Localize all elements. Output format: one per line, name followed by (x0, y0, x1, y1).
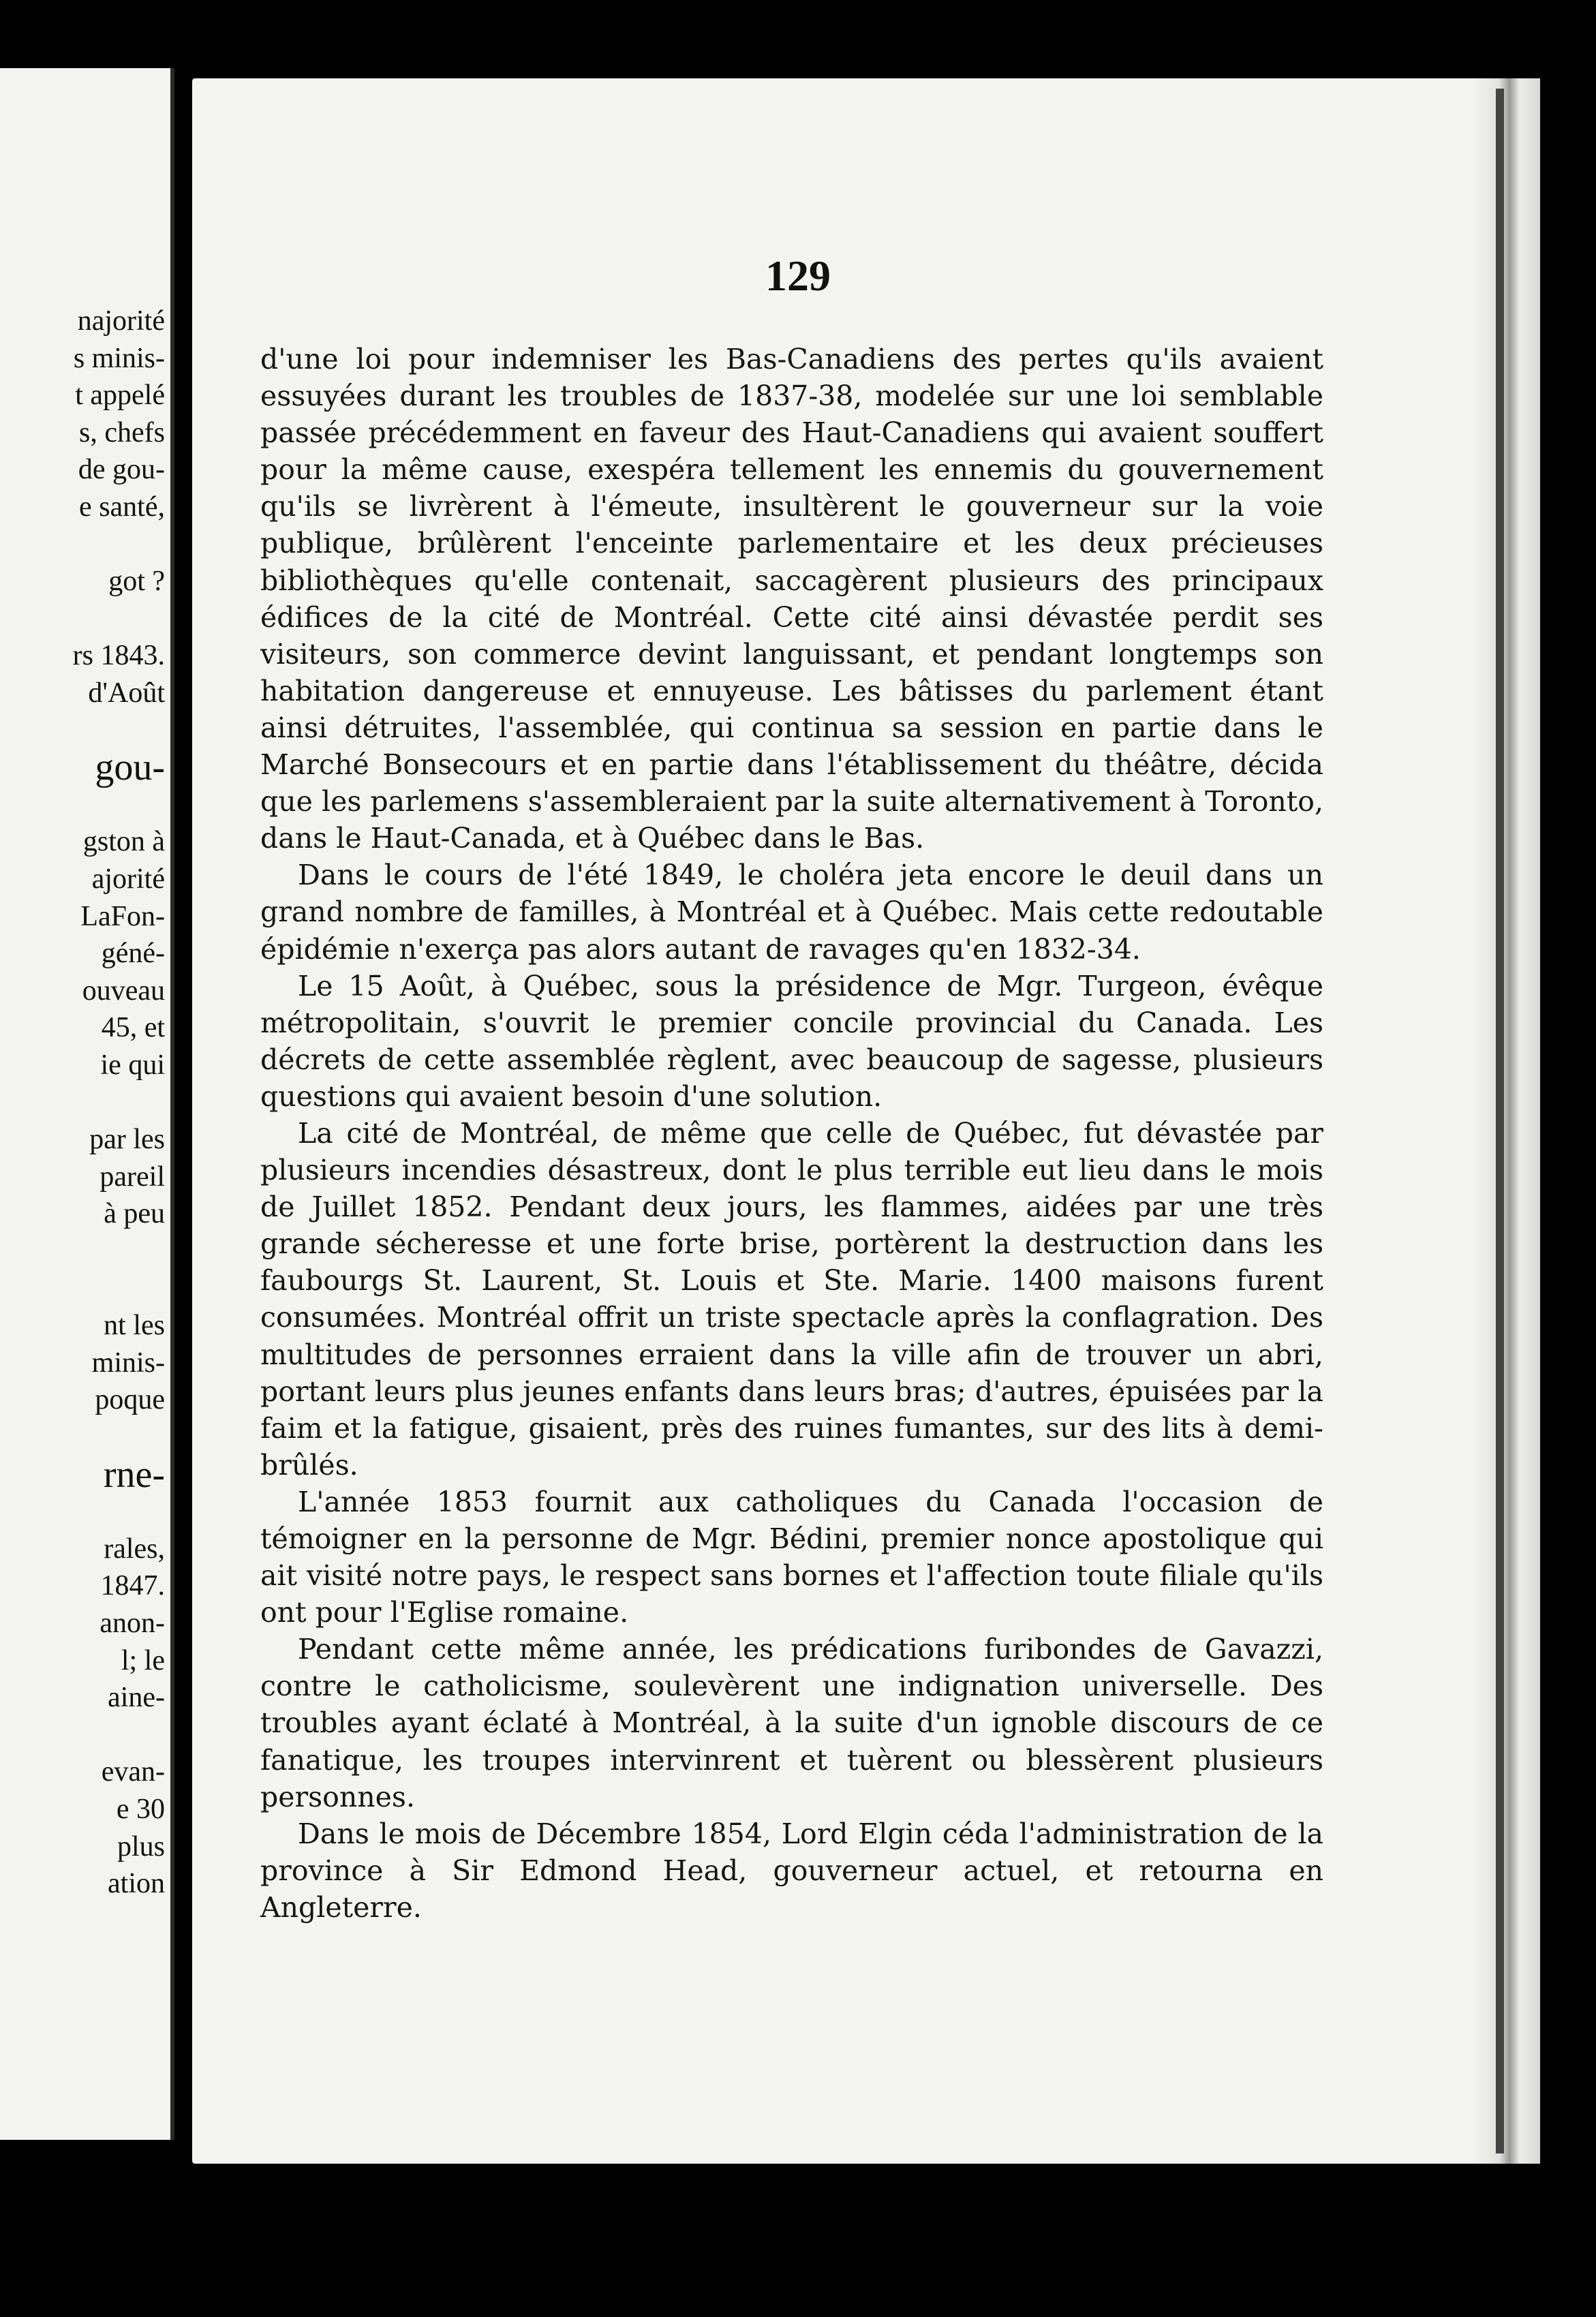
left-page-line: evan- (101, 1756, 165, 1788)
paragraph: Dans le mois de Décembre 1854, Lord Elgin céda l'administration de la province à Sir Edmond Head, gouverneur actuel, et retourna en Angleterre. (260, 1817, 1323, 1924)
left-page-line: minis- (91, 1347, 165, 1379)
left-page-line: s, chefs (79, 416, 165, 448)
left-page-line: gou- (95, 746, 165, 789)
page-number: 129 (765, 251, 831, 300)
left-page-line: anon- (99, 1608, 165, 1639)
paragraph: La cité de Montréal, de même que celle de Québec, fut dévastée par plusieurs incendies désastreux, dont le plus terrible eut lieu dans le mois de Juillet 1852. Pendant deux jours, les flammes, aidées par une très grande sécheresse et une forte brise, portèrent la destruction dans les faubourgs St. Laurent, St. Louis et Ste. Marie. 1400 maisons furent consumées. Montréal offrit un triste spectacle après la conflagration. Des multitudes de personnes erraient dans la ville afin de trouver un abri, portant leurs plus jeunes enfants dans leurs bras; d'autres, épuisées par la faim et la fatigue, gisaient, près des ruines fumantes, sur des lits à demi-brûlés. (260, 1116, 1323, 1482)
left-page-line: got ? (108, 566, 165, 598)
left-page-line: pareil (99, 1161, 165, 1193)
page-body (260, 341, 1323, 1926)
paragraph: Pendant cette même année, les prédications furibondes de Gavazzi, contre le catholicisme, soulevèrent une indignation universelle. Des troubles ayant éclaté à Montréal, à la suite d'un ignoble discours de ce fanatique, les troupes intervinrent et tuèrent ou blessèrent plusieurs personnes. (260, 1633, 1323, 1813)
page-edge (1472, 78, 1540, 2164)
left-page-line: par les (89, 1124, 165, 1156)
left-page-line: rne- (103, 1453, 165, 1496)
left-page-line: najorité (77, 305, 165, 337)
left-page-line: géné- (101, 938, 165, 970)
paragraph: Le 15 Août, à Québec, sous la présidence de Mgr. Turgeon, évêque métropolitain, s'ouvrit le premier concile provincial du Canada. Les décrets de cette assemblée règlent, avec beaucoup de sagesse, plusieurs questions qui avaient besoin d'une solution. (260, 969, 1323, 1113)
left-facing-page (0, 68, 174, 2140)
left-page-line: ouveau (82, 975, 165, 1007)
left-page-line: de gou- (78, 454, 165, 486)
left-page-line: d'Août (88, 677, 165, 709)
left-page-line: 45, et (101, 1012, 165, 1044)
left-page-line: e santé, (79, 491, 165, 523)
left-page-line: l; le (121, 1644, 165, 1676)
paragraph: L'année 1853 fournit aux catholiques du Canada l'occasion de témoigner en la personne de Mgr. Bédini, premier nonce apostolique qui ait visité notre pays, le respect sans bornes et l'affection toute filiale qu'ils ont pour l'Eglise romaine. (260, 1485, 1323, 1629)
left-page-line: à peu (104, 1198, 165, 1230)
left-page-line: LaFon- (80, 900, 165, 932)
left-page-line: rales, (104, 1533, 165, 1565)
paragraph: d'une loi pour indemniser les Bas-Canadiens des pertes qu'ils avaient essuyées durant les troubles de 1837-38, modelée sur une loi semblable passée précédemment en faveur des Haut-Canadiens qui avaient souffert pour la même cause, exespéra tellement les ennemis du gouvernement qu'ils se livrèrent à l'émeute, insultèrent le gouverneur sur la voie publique, brûlèrent l'enceinte parlementaire et les deux précieuses bibliothèques qu'elle contenait, saccagèrent plusieurs des principaux édifices de la cité de Montréal. Cette cité ainsi dévastée perdit ses visiteurs, son commerce devint languissant, et pendant longtemps son habitation dangereuse et ennuyeuse. Les bâtisses du parlement étant ainsi détruites, l'assemblée, qui continua sa session en partie dans le Marché Bonsecours et en partie dans l'établissement du théâtre, décida que les parlemens s'assembleraient par la suite alternativement à Toronto, dans le Haut-Canada, et à Québec dans le Bas. (260, 343, 1323, 855)
left-page-line: e 30 (116, 1794, 165, 1825)
left-page-line: gston à (82, 826, 165, 858)
left-page-line: rs 1843. (72, 640, 165, 672)
left-page-line: ie qui (100, 1049, 165, 1081)
paragraph: Dans le cours de l'été 1849, le choléra jeta encore le deuil dans un grand nombre de familles, à Montréal et à Québec. Mais cette redoutable épidémie n'exerça pas alors autant de ravages qu'en 1832-34. (260, 859, 1323, 966)
left-page-line: s minis- (73, 342, 165, 374)
left-page-line: poque (95, 1384, 165, 1416)
left-page-line: plus (117, 1830, 165, 1862)
left-page-line: ation (108, 1868, 165, 1900)
left-page-line: t appelé (75, 380, 165, 412)
left-page-line: 1847. (100, 1570, 165, 1602)
left-page-line: nt les (104, 1310, 165, 1342)
left-page-line: ajorité (91, 863, 165, 895)
left-page-line: aine- (108, 1682, 165, 1714)
binding-shadow (1496, 89, 1504, 2153)
